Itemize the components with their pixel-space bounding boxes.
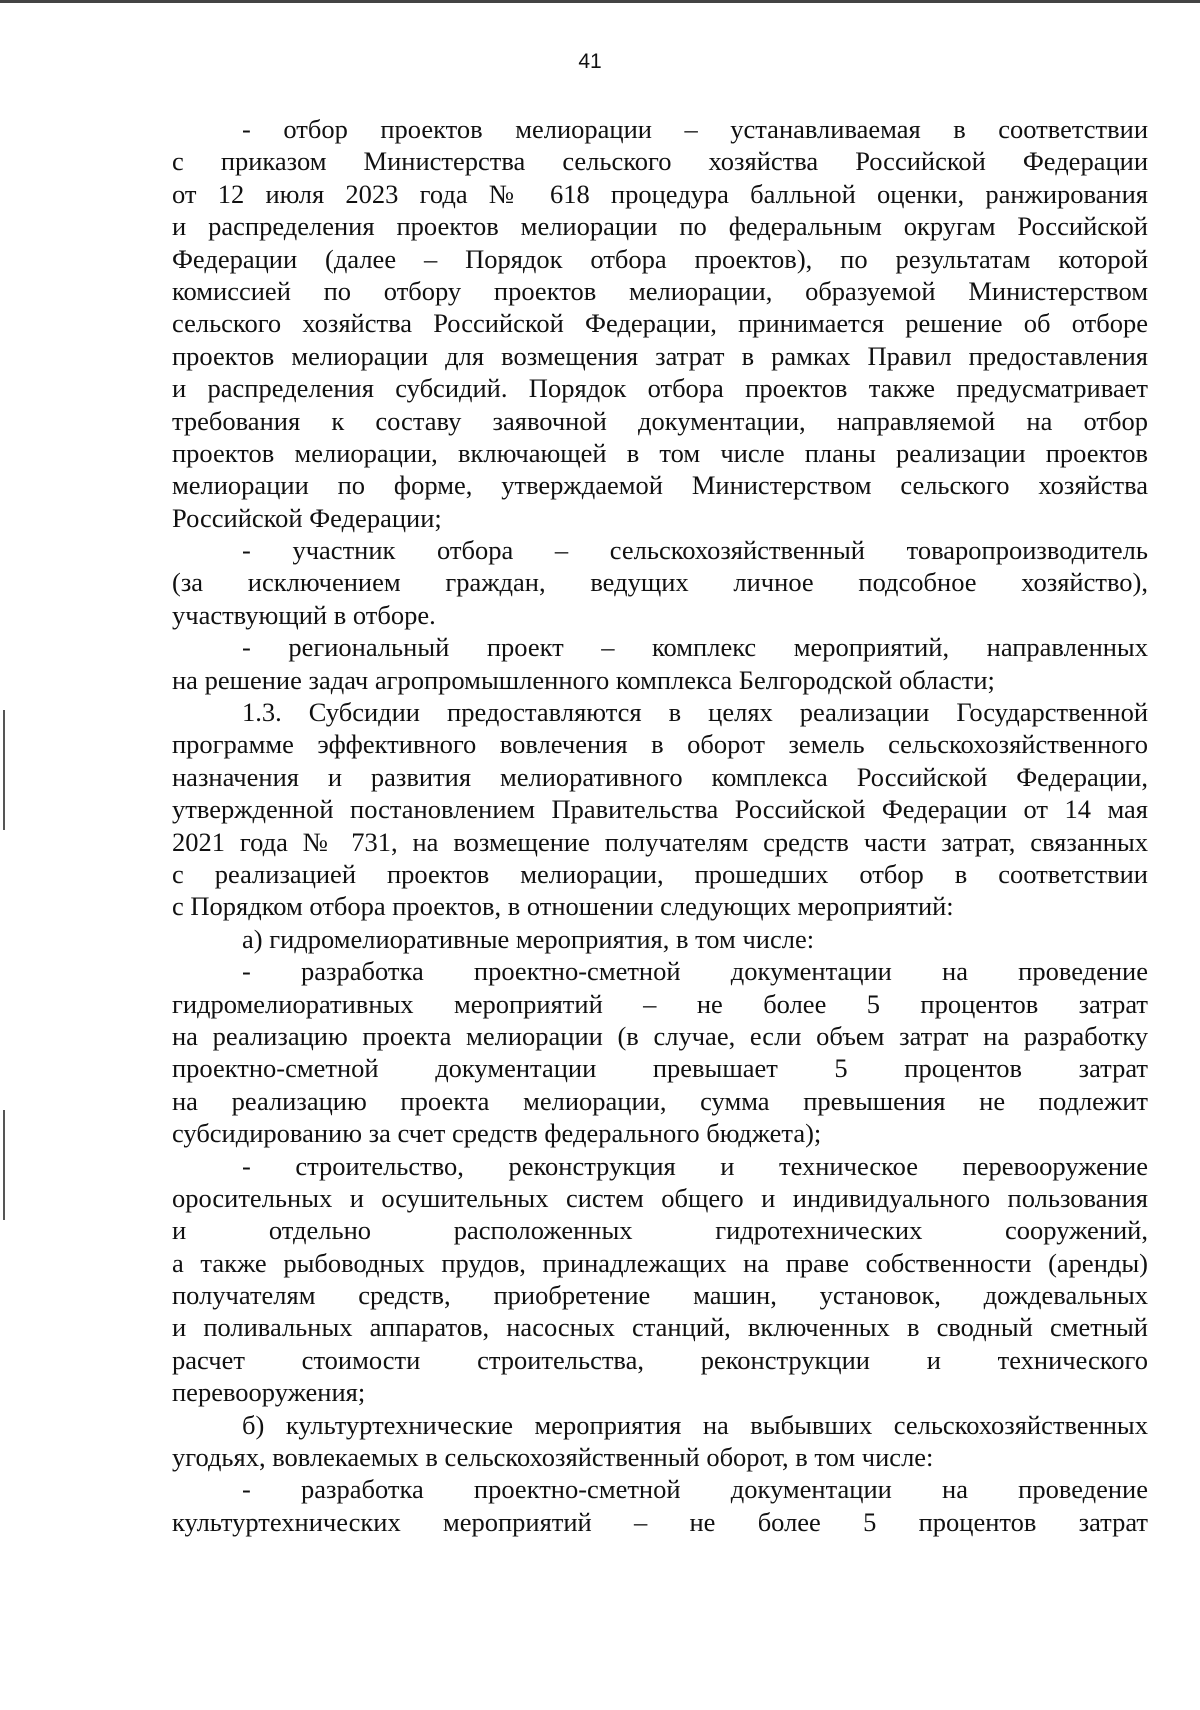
text-line: расчет стоимости строительства, реконструкции и технического [172,1344,1148,1375]
text-line: утвержденной постановлением Правительства Российской Федерации от 14 мая [172,794,1148,825]
text-line: и распределения субсидий. Порядок отбора проектов также предусматривает [172,373,1148,404]
text-line: а также рыбоводных прудов, принадлежащих на праве собственности (аренды) [172,1247,1148,1278]
text-line: с приказом Министерства сельского хозяйства Российской Федерации [172,146,1148,177]
text-line: участвующий в отборе. [172,599,436,630]
text-line: гидромелиоративных мероприятий – не более 5 процентов затрат [172,988,1148,1019]
text-line: Федерации (далее – Порядок отбора проектов), по результатам которой [172,243,1148,274]
text-line: и поливальных аппаратов, насосных станций, включенных в сводный сметный [172,1312,1148,1343]
text-line: проектов мелиорации для возмещения затрат в рамках Правил предоставления [172,340,1148,371]
text-line: от 12 июля 2023 года № 618 процедура балльной оценки, ранжирования [172,178,1148,209]
text-line: - отбор проектов мелиорации – устанавливаемая в соответствии [242,114,1148,144]
text-line: с реализацией проектов мелиорации, прошедших отбор в соответствии [172,858,1148,889]
text-line: назначения и развития мелиоративного комплекса Российской Федерации, [172,761,1148,792]
text-line: проектно-сметной документации превышает 5 процентов затрат [172,1053,1148,1084]
text-line: и распределения проектов мелиорации по федеральным округам Российской [172,211,1148,242]
text-line: - региональный проект – комплекс мероприятий, направленных [242,632,1148,663]
text-line: сельского хозяйства Российской Федерации, принимается решение об отборе [172,308,1148,339]
text-line: получателям средств, приобретение машин, установок, дождевальных [172,1280,1148,1311]
text-line: б) культуртехнические мероприятия на выбывших сельскохозяйственных [242,1409,1148,1440]
text-line: комиссией по отбору проектов мелиорации, образуемой Министерством [172,275,1148,306]
text-line: а) гидромелиоративные мероприятия, в том числе: [242,923,815,954]
text-line: культуртехнических мероприятий – не более 5 процентов затрат [172,1506,1148,1537]
scan-left-edge-mark [3,1110,5,1220]
text-line: 1.3. Субсидии предоставляются в целях реализации Государственной [242,697,1148,728]
text-line: - участник отбора – сельскохозяйственный товаропроизводитель [242,535,1148,566]
text-line: программе эффективного вовлечения в оборот земель сельскохозяйственного [172,729,1148,760]
text-line: - строительство, реконструкция и техническое перевооружение [242,1150,1148,1181]
text-line: (за исключением граждан, ведущих личное подсобное хозяйство), [172,567,1148,598]
text-line: - разработка проектно-сметной документации на проведение [242,956,1148,987]
text-line: и отдельно расположенных гидротехнических сооружений, [172,1215,1148,1246]
text-line: перевооружения; [172,1377,366,1408]
text-line: субсидированию за счет средств федерального бюджета); [172,1118,822,1149]
text-line: - разработка проектно-сметной документации на проведение [242,1474,1148,1505]
text-line: оросительных и осушительных систем общего и индивидуального пользования [172,1182,1148,1213]
text-line: требования к составу заявочной документации, направляемой на отбор [172,405,1148,436]
text-line: с Порядком отбора проектов, в отношении следующих мероприятий: [172,891,954,922]
text-line: на реализацию проекта мелиорации, сумма превышения не подлежит [172,1085,1148,1116]
scan-left-edge-mark [3,710,5,830]
text-line: на решение задач агропромышленного комплекса Белгородской области; [172,664,995,695]
scan-top-border [0,0,1200,3]
text-line: 2021 года № 731, на возмещение получателям средств части затрат, связанных [172,826,1148,857]
page-number: 41 [578,50,602,73]
text-line: угодьях, вовлекаемых в сельскохозяйственный оборот, в том числе: [172,1442,934,1473]
text-line: Российской Федерации; [172,502,442,533]
text-line: на реализацию проекта мелиорации (в случае, если объем затрат на разработку [172,1020,1148,1051]
text-line: проектов мелиорации, включающей в том числе планы реализации проектов [172,437,1148,468]
document-body [172,113,1148,1538]
text-line: мелиорации по форме, утверждаемой Министерством сельского хозяйства [172,470,1148,501]
